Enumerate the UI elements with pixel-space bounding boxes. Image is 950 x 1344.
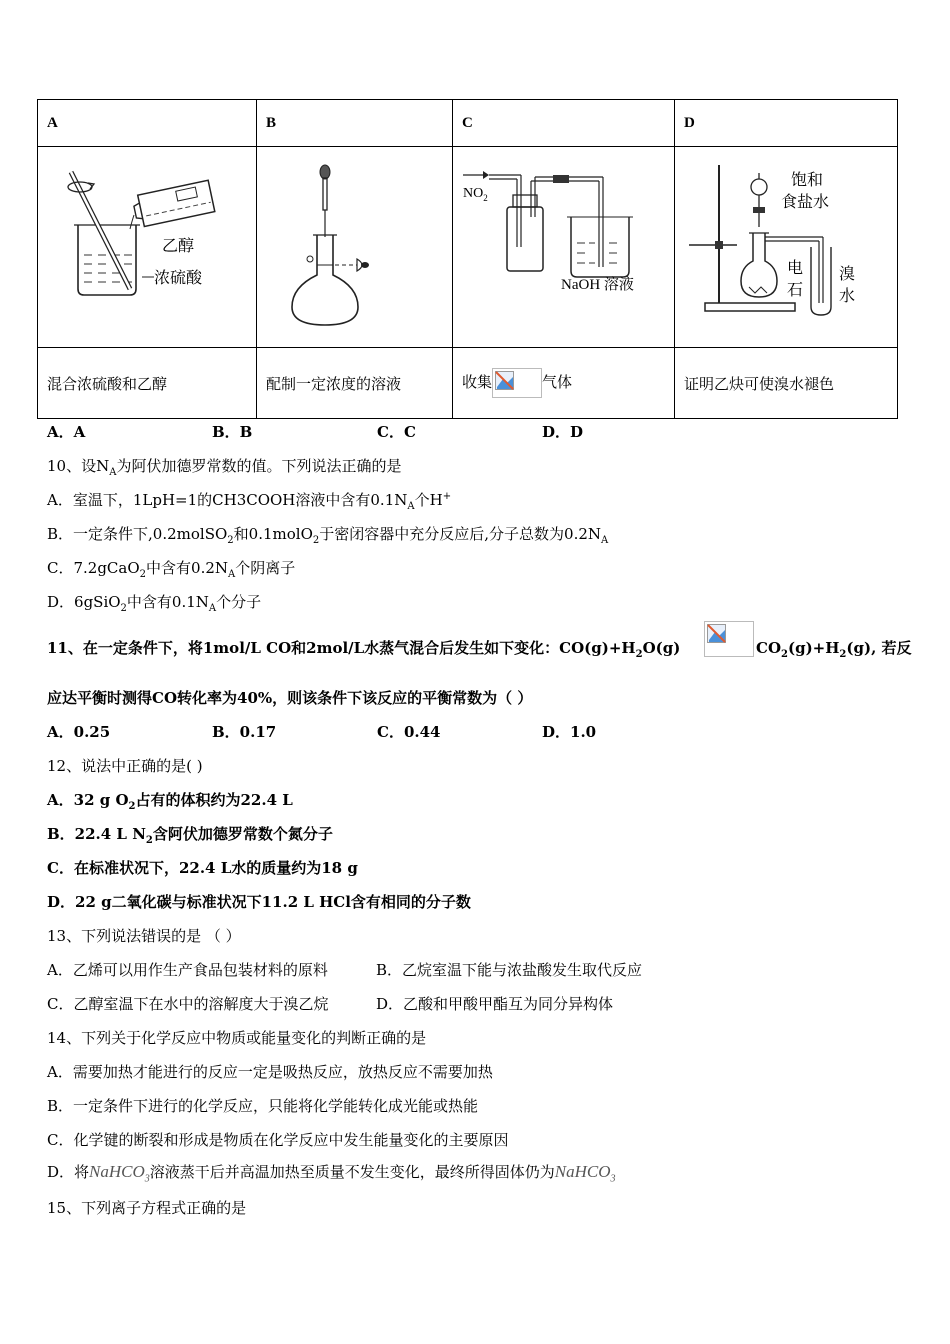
caption-c-pre: 收集: [462, 373, 493, 391]
gas-collection-apparatus-icon: [453, 147, 675, 343]
q14-option-a: A．需要加热才能进行的反应一定是吸热反应，放热反应不需要加热: [47, 1063, 493, 1081]
q14-stem: 14、下列关于化学反应中物质或能量变化的判断正确的是: [47, 1029, 427, 1047]
q14-option-b: B．一定条件下进行的化学反应，只能将化学能转化成光能或热能: [47, 1097, 479, 1115]
label-naoh: NaOH 溶液: [561, 277, 634, 293]
q14-option-c: C．化学键的断裂和形成是物质在化学反应中发生能量变化的主要原因: [47, 1131, 509, 1149]
q12-option-b: B．22.4 L $N_2$含阿伏加德罗常数个氮分子: [47, 825, 333, 846]
caption-b: 配制一定浓度的溶液: [257, 348, 453, 419]
label-saturated: 饱和: [791, 170, 824, 189]
diagram-c: [453, 147, 675, 348]
q10-option-a: A．室温下，1LpH=1的CH3COOH溶液中含有$0.1N_A$个H+: [47, 491, 452, 512]
q9-option-b: B．B: [212, 423, 253, 441]
q14-option-d: D．将NaHCO$_3$溶液蒸干后并高温加热至质量不发生变化，最终所得固体仍为NaHCO$_3$: [47, 1162, 616, 1185]
label-brine: 食盐水: [781, 192, 830, 211]
caption-c-post: 气体: [542, 373, 573, 391]
label-shui: 水: [839, 286, 856, 305]
q9-option-a: A．A: [47, 423, 86, 441]
q15-stem: 15、下列离子方程式正确的是: [47, 1199, 247, 1217]
q11-arrow-image: [704, 621, 754, 657]
diagram-a: [38, 147, 257, 348]
label-xiu: 溴: [839, 264, 856, 283]
q13-option-b: B．乙烷室温下能与浓盐酸发生取代反应: [376, 961, 643, 979]
caption-c: [453, 348, 675, 419]
label-ethanol: 乙醇: [162, 236, 195, 255]
label-no2: $NO_2$: [463, 186, 488, 203]
q12-option-a: A．32 g $O_2$占有的体积约为22.4 L: [47, 791, 293, 812]
label-shi: 石: [787, 280, 804, 299]
q10-option-d: D．6gSiO$_2$中含有$0.1N_A$个分子: [47, 593, 262, 614]
q12-stem: 12、说法中正确的是( ): [47, 757, 203, 775]
q13-stem: 13、下列说法错误的是 （ ）: [47, 927, 241, 945]
q13-option-d: D．乙酸和甲酸甲酯互为同分异构体: [376, 995, 614, 1013]
q10-option-c: C．7.2gCaO$_2$中含有$0.2N_A$个阴离子: [47, 559, 296, 580]
header-d: D: [675, 100, 898, 147]
q11-stem-products: $CO_2(g)+H_2(g)$, 若反: [756, 639, 912, 660]
label-conc-acid: 浓硫酸: [154, 268, 203, 287]
header-c: C: [453, 100, 675, 147]
q9-option-c: C．C: [377, 423, 416, 441]
diagram-b: [257, 147, 453, 348]
q13-option-a: A．乙烯可以用作生产食品包装材料的原料: [47, 961, 328, 979]
q10-stem: 10、设$N_A$为阿伏加德罗常数的值。下列说法正确的是: [47, 457, 402, 478]
label-dian: 电: [787, 258, 804, 277]
q11-option-d: D．1.0: [542, 723, 597, 741]
q12-option-c: C．在标准状况下，22.4 L水的质量约为18 g: [47, 859, 358, 877]
header-a: A: [38, 100, 257, 147]
mixing-apparatus-icon: [38, 147, 256, 343]
broken-image-icon: [492, 368, 542, 398]
volumetric-flask-icon: [257, 147, 453, 343]
q12-option-d: D．22 g二氧化碳与标准状况下11.2 L HCl含有相同的分子数: [47, 893, 471, 911]
q10-option-b: B．一定条件下,0.2molSO$_2$和0.1molO$_2$于密闭容器中充分反应后,分子总数为$0.2N_A$: [47, 525, 609, 546]
header-b: B: [257, 100, 453, 147]
q11-option-c: C．0.44: [377, 723, 441, 741]
q11-stem-line2: 应达平衡时测得CO转化率为40%，则该条件下该反应的平衡常数为（ ）: [47, 689, 533, 707]
q9-table: [37, 99, 898, 419]
acetylene-apparatus-icon: [675, 147, 898, 343]
broken-image-icon: [707, 624, 727, 644]
q11-stem-line1: 11、在一定条件下，将1mol/L CO和2mol/L水蒸气混合后发生如下变化：$CO(g)+H_2O(g)$: [47, 639, 681, 660]
q13-option-c: C．乙醇室温下在水中的溶解度大于溴乙烷: [47, 995, 329, 1013]
q9-option-d: D．D: [542, 423, 584, 441]
q11-option-a: A．0.25: [47, 723, 111, 741]
caption-d: 证明乙炔可使溴水褪色: [675, 348, 898, 419]
diagram-d: [675, 147, 898, 348]
caption-a: 混合浓硫酸和乙醇: [38, 348, 257, 419]
formula-nahco3-2: NaHCO$_3$: [554, 1162, 616, 1185]
q11-option-b: B．0.17: [212, 723, 277, 741]
formula-nahco3: NaHCO$_3$: [89, 1162, 150, 1185]
